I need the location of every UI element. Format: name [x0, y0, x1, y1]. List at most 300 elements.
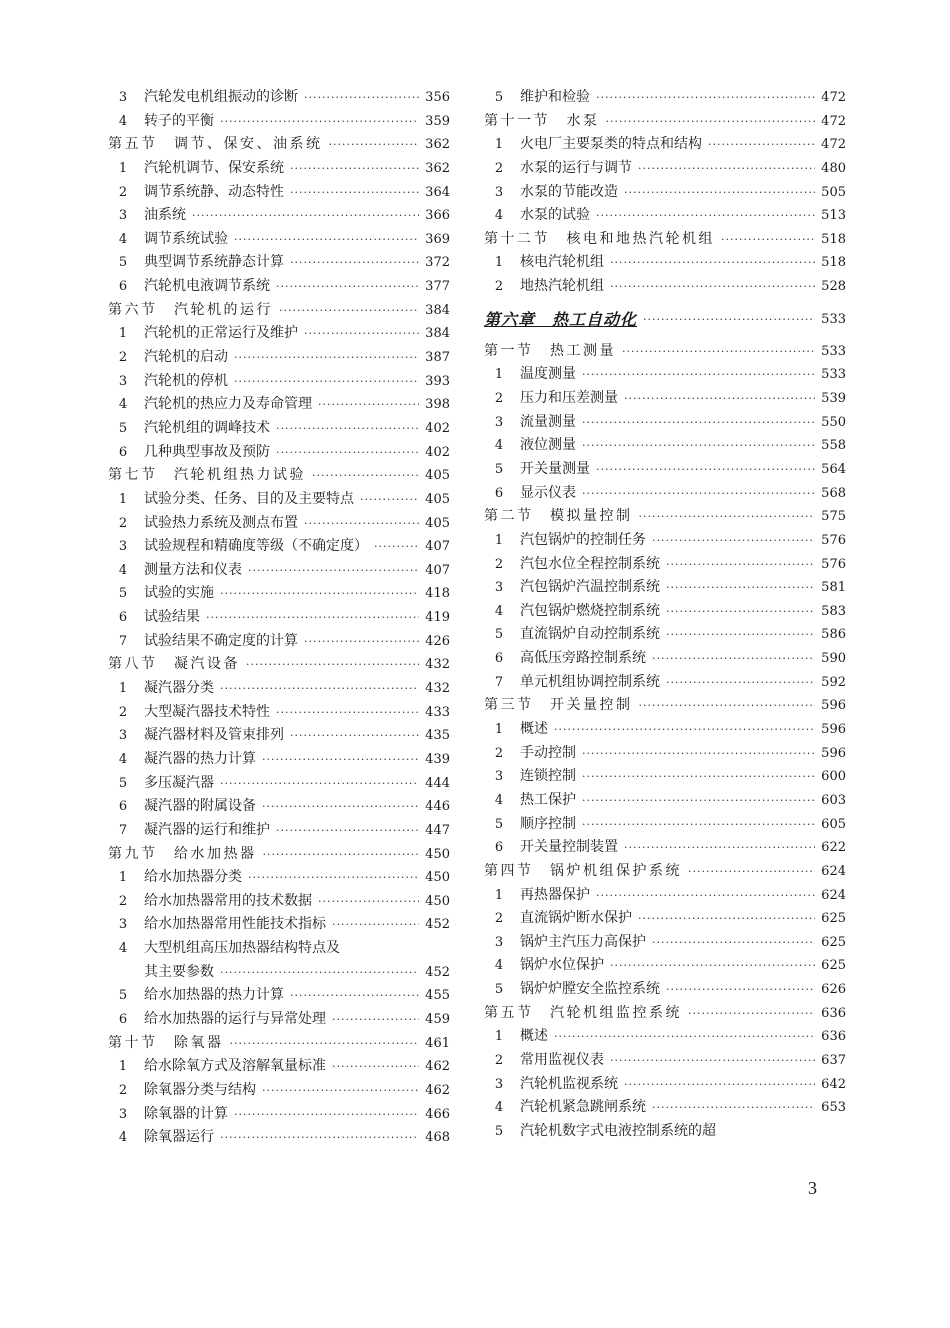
toc-left-column	[108, 86, 450, 1150]
entry-page-number: 359	[425, 113, 450, 129]
entry-number: 5	[494, 627, 504, 643]
entry-page-number: 405	[425, 491, 450, 507]
entry-page-number: 596	[821, 722, 846, 738]
toc-section-entry	[108, 1032, 450, 1056]
dot-leader	[332, 913, 419, 937]
entry-number: 1	[118, 681, 128, 697]
toc-entry	[108, 322, 450, 346]
entry-page-number: 472	[821, 90, 846, 105]
toc-entry	[108, 204, 450, 228]
entry-number: 2	[494, 391, 504, 407]
entry-page-number: 466	[425, 1106, 450, 1122]
entry-page-number: 402	[425, 444, 450, 460]
dot-leader	[290, 157, 419, 181]
entry-number: 3	[494, 1076, 504, 1092]
entry-title: 再热器保护	[520, 886, 590, 903]
entry-page-number: 407	[425, 539, 450, 555]
toc-entry	[484, 671, 846, 695]
entry-page-number: 642	[821, 1076, 846, 1092]
dot-leader	[263, 843, 420, 867]
entry-title: 试验规程和精确度等级（不确定度）	[144, 538, 368, 555]
entry-number: 4	[118, 751, 128, 767]
entry-number: 5	[494, 90, 504, 105]
toc-entry	[108, 772, 450, 796]
toc-entry	[108, 1103, 450, 1127]
toc-entry	[484, 275, 846, 299]
entry-number: 1	[494, 1029, 504, 1045]
entry-page-number: 364	[425, 184, 450, 200]
entry-number: 3	[118, 917, 128, 933]
entry-title: 第一节 热工测量	[484, 342, 616, 359]
entry-title: 顺序控制	[520, 815, 576, 832]
toc-entry	[108, 488, 450, 512]
entry-page-number: 653	[821, 1100, 846, 1116]
entry-number: 4	[118, 941, 128, 957]
toc-entry	[108, 181, 450, 205]
toc-entry	[108, 582, 450, 606]
entry-number: 5	[494, 982, 504, 998]
toc-section-entry	[484, 1002, 846, 1026]
toc-entry	[484, 1120, 846, 1144]
dot-leader	[582, 789, 815, 813]
entry-title: 连锁控制	[520, 768, 576, 785]
entry-title: 地热汽轮机组	[520, 278, 604, 295]
toc-entry	[108, 559, 450, 583]
entry-number: 3	[494, 580, 504, 596]
entry-title: 大型机组高压加热器结构特点及	[144, 940, 340, 957]
entry-title: 其主要参数	[144, 963, 214, 980]
entry-title: 汽包锅炉燃烧控制系统	[520, 602, 660, 619]
dot-leader	[304, 512, 419, 536]
entry-number: 2	[494, 279, 504, 295]
dot-leader	[234, 228, 419, 252]
entry-number: 7	[494, 674, 504, 690]
toc-entry	[108, 819, 450, 843]
entry-number: 2	[494, 1052, 504, 1068]
entry-page-number: 468	[425, 1130, 450, 1146]
entry-title: 凝汽器分类	[144, 680, 214, 697]
entry-title: 凝汽器的附属设备	[144, 798, 256, 815]
toc-entry	[108, 677, 450, 701]
toc-entry	[484, 411, 846, 435]
entry-page-number: 435	[425, 728, 450, 744]
toc-entry	[484, 1073, 846, 1097]
entry-number: 1	[494, 887, 504, 903]
entry-title: 开关量控制装置	[520, 839, 618, 856]
entry-page-number: 433	[425, 704, 450, 720]
toc-entry	[484, 836, 846, 860]
entry-page-number: 636	[821, 1005, 846, 1021]
dot-leader	[610, 1049, 815, 1073]
dot-leader	[220, 772, 419, 796]
entry-page-number: 426	[425, 633, 450, 649]
entry-page-number: 626	[821, 982, 846, 998]
entry-page-number: 405	[425, 468, 450, 484]
dot-leader	[596, 458, 815, 482]
toc-entry	[484, 363, 846, 387]
entry-title: 热工保护	[520, 791, 576, 808]
entry-title: 凝汽器的热力计算	[144, 750, 256, 767]
entry-number: 1	[118, 1059, 128, 1075]
entry-page-number: 377	[425, 279, 450, 295]
dot-leader	[276, 819, 419, 843]
dot-leader	[220, 582, 419, 606]
entry-number: 5	[118, 255, 128, 271]
dot-leader	[582, 742, 815, 766]
toc-entry	[484, 482, 846, 506]
dot-leader	[596, 86, 815, 110]
dot-leader	[374, 535, 419, 559]
entry-title: 汽轮机的热应力及寿命管理	[144, 396, 312, 413]
toc-entry	[108, 748, 450, 772]
entry-page-number: 624	[821, 887, 846, 903]
entry-page-number: 366	[425, 208, 450, 224]
entry-number: 2	[494, 160, 504, 176]
entry-number: 6	[118, 279, 128, 295]
dot-leader	[708, 133, 815, 157]
entry-page-number: 581	[821, 580, 846, 596]
toc-entry	[484, 978, 846, 1002]
dot-leader	[639, 505, 816, 529]
toc-entry	[484, 600, 846, 624]
dot-leader	[220, 1126, 419, 1150]
entry-page-number: 576	[821, 532, 846, 548]
toc-entry	[484, 1096, 846, 1120]
toc-entry	[108, 866, 450, 890]
entry-title: 除氧器分类与结构	[144, 1081, 256, 1098]
entry-title: 第十节 除氧器	[108, 1034, 224, 1051]
entry-page-number: 461	[425, 1035, 450, 1051]
entry-number: 7	[118, 633, 128, 649]
entry-title: 调节系统试验	[144, 230, 228, 247]
entry-title: 第六节 汽轮机的运行	[108, 301, 273, 318]
dot-leader	[652, 529, 815, 553]
entry-title: 给水加热器的运行与异常处理	[144, 1010, 326, 1027]
entry-page-number: 402	[425, 420, 450, 436]
entry-title: 测量方法和仪表	[144, 561, 242, 578]
entry-page-number: 590	[821, 651, 846, 667]
dot-leader	[248, 866, 419, 890]
entry-number: 6	[118, 610, 128, 626]
dot-leader	[652, 931, 815, 955]
dot-leader	[582, 434, 815, 458]
dot-leader	[246, 653, 419, 677]
dot-leader	[624, 1073, 815, 1097]
toc-entry	[484, 204, 846, 228]
toc-entry	[108, 795, 450, 819]
dot-leader	[652, 647, 815, 671]
entry-number: 3	[494, 934, 504, 950]
toc-entry	[108, 913, 450, 937]
entry-number: 2	[118, 350, 128, 366]
dot-leader	[312, 464, 419, 488]
dot-leader	[666, 978, 815, 1002]
entry-title: 水泵的运行与调节	[520, 159, 632, 176]
entry-page-number: 398	[425, 397, 450, 413]
entry-page-number: 369	[425, 231, 450, 247]
toc-entry	[108, 630, 450, 654]
toc-entry	[108, 251, 450, 275]
entry-title: 维护和检验	[520, 89, 590, 105]
entry-number: 1	[118, 870, 128, 886]
entry-number: 6	[118, 1011, 128, 1027]
dot-leader	[596, 204, 815, 228]
entry-page-number: 625	[821, 958, 846, 974]
dot-leader	[304, 630, 419, 654]
entry-number: 2	[118, 704, 128, 720]
entry-title: 汽轮机紧急跳闸系统	[520, 1099, 646, 1116]
toc-entry	[108, 1079, 450, 1103]
dot-leader	[329, 133, 420, 157]
dot-leader	[666, 600, 815, 624]
dot-leader	[666, 576, 815, 600]
dot-leader	[304, 86, 419, 110]
entry-title: 手动控制	[520, 744, 576, 761]
toc-entry	[108, 441, 450, 465]
dot-leader	[220, 110, 419, 134]
entry-page-number: 596	[821, 698, 846, 714]
entry-number: 3	[494, 184, 504, 200]
toc-entry	[484, 789, 846, 813]
entry-page-number: 439	[425, 751, 450, 767]
entry-title: 油系统	[144, 207, 186, 224]
dot-leader	[554, 718, 815, 742]
entry-page-number: 450	[425, 846, 450, 862]
toc-entry	[484, 954, 846, 978]
entry-title: 第十一节 水泵	[484, 112, 600, 129]
dot-leader	[582, 765, 815, 789]
entry-page-number: 480	[821, 160, 846, 176]
entry-title: 第九节 给水加热器	[108, 845, 257, 862]
dot-leader	[360, 488, 419, 512]
entry-title: 显示仪表	[520, 484, 576, 501]
entry-title: 温度测量	[520, 366, 576, 383]
toc-entry	[108, 110, 450, 134]
toc-section-entry	[108, 843, 450, 867]
toc-section-entry	[484, 860, 846, 884]
dot-leader	[610, 251, 815, 275]
entry-number: 4	[494, 603, 504, 619]
entry-number: 2	[118, 1082, 128, 1098]
entry-page-number: 462	[425, 1059, 450, 1075]
toc-entry	[484, 133, 846, 157]
entry-number: 4	[494, 958, 504, 974]
entry-title: 概述	[520, 721, 548, 738]
entry-page-number: 528	[821, 279, 846, 295]
entry-title: 汽包水位全程控制系统	[520, 555, 660, 572]
entry-title: 几种典型事故及预防	[144, 443, 270, 460]
entry-title: 给水加热器常用性能技术指标	[144, 916, 326, 933]
toc-section-entry	[484, 340, 846, 364]
entry-title: 试验的实施	[144, 585, 214, 602]
toc-entry	[484, 907, 846, 931]
entry-title: 第八节 凝汽设备	[108, 656, 240, 673]
dot-leader	[332, 1008, 419, 1032]
entry-number: 4	[118, 1130, 128, 1146]
toc-entry	[484, 1049, 846, 1073]
dot-leader	[666, 553, 815, 577]
toc-entry	[484, 623, 846, 647]
entry-page-number: 625	[821, 911, 846, 927]
entry-number: 3	[118, 373, 128, 389]
entry-page-number: 450	[425, 893, 450, 909]
dot-leader	[290, 181, 419, 205]
dot-leader	[318, 393, 419, 417]
entry-title: 汽轮机的启动	[144, 349, 228, 366]
toc-entry	[484, 931, 846, 955]
toc-entry	[108, 1126, 450, 1150]
dot-leader	[304, 322, 419, 346]
dot-leader	[666, 623, 815, 647]
dot-leader	[582, 482, 815, 506]
entry-title: 除氧器运行	[144, 1129, 214, 1146]
toc-section-entry	[108, 133, 450, 157]
entry-number: 1	[494, 722, 504, 738]
entry-title: 给水加热器分类	[144, 869, 242, 886]
entry-title: 汽包锅炉的控制任务	[520, 531, 646, 548]
entry-number: 3	[494, 769, 504, 785]
dot-leader	[290, 984, 419, 1008]
entry-title: 压力和压差测量	[520, 390, 618, 407]
dot-leader	[610, 954, 815, 978]
dot-leader	[582, 411, 815, 435]
entry-title: 水泵的试验	[520, 207, 590, 224]
entry-title: 水泵的节能改造	[520, 183, 618, 200]
entry-page-number: 356	[425, 90, 450, 105]
entry-title: 直流锅炉自动控制系统	[520, 626, 660, 643]
entry-title: 汽轮机的停机	[144, 372, 228, 389]
dot-leader	[234, 1103, 419, 1127]
dot-leader	[596, 884, 815, 908]
entry-page-number: 513	[821, 208, 846, 224]
entry-page-number: 362	[425, 137, 450, 153]
entry-title: 第六章 热工自动化	[484, 309, 638, 329]
entry-page-number: 576	[821, 556, 846, 572]
entry-title: 试验结果不确定度的计算	[144, 632, 298, 649]
toc-section-entry	[484, 110, 846, 134]
entry-title: 给水加热器常用的技术数据	[144, 892, 312, 909]
entry-page-number: 622	[821, 840, 846, 856]
entry-number: 4	[494, 438, 504, 454]
dot-leader	[554, 1025, 815, 1049]
dot-leader	[234, 370, 419, 394]
entry-number: 6	[118, 799, 128, 815]
toc-entry	[108, 275, 450, 299]
entry-title: 给水加热器的热力计算	[144, 987, 284, 1004]
entry-page-number: 533	[821, 367, 846, 383]
toc-entry	[108, 1008, 450, 1032]
entry-title: 除氧器的计算	[144, 1105, 228, 1122]
entry-title: 调节系统静、动态特性	[144, 183, 284, 200]
entry-title: 锅炉主汽压力高保护	[520, 933, 646, 950]
dot-leader	[220, 961, 419, 985]
toc-section-entry	[108, 653, 450, 677]
toc-entry	[108, 228, 450, 252]
dot-leader	[230, 1032, 420, 1056]
entry-page-number: 393	[425, 373, 450, 389]
toc-section-entry	[484, 505, 846, 529]
entry-title: 汽包锅炉汽温控制系统	[520, 579, 660, 596]
dot-leader	[220, 677, 419, 701]
entry-page-number: 452	[425, 917, 450, 933]
entry-page-number: 372	[425, 255, 450, 271]
entry-title: 转子的平衡	[144, 112, 214, 129]
entry-title: 凝汽器材料及管束排列	[144, 727, 284, 744]
entry-title: 试验分类、任务、目的及主要特点	[144, 490, 354, 507]
toc-entry	[484, 765, 846, 789]
toc-entry	[108, 86, 450, 110]
entry-title: 核电汽轮机组	[520, 254, 604, 271]
entry-page-number: 446	[425, 799, 450, 815]
toc-entry	[484, 86, 846, 110]
entry-title: 火电厂主要泵类的特点和结构	[520, 136, 702, 153]
dot-leader	[279, 299, 419, 323]
entry-page-number: 518	[821, 231, 846, 247]
entry-number: 6	[494, 651, 504, 667]
entry-number: 3	[118, 1106, 128, 1122]
entry-page-number: 592	[821, 674, 846, 690]
toc-section-entry	[108, 464, 450, 488]
entry-title: 单元机组协调控制系统	[520, 673, 660, 690]
dot-leader	[290, 724, 419, 748]
entry-number: 2	[494, 911, 504, 927]
entry-title: 汽轮发电机组振动的诊断	[144, 89, 298, 105]
dot-leader	[276, 701, 419, 725]
entry-number: 5	[118, 775, 128, 791]
entry-title: 试验热力系统及测点布置	[144, 514, 298, 531]
entry-number: 5	[118, 586, 128, 602]
toc-entry	[108, 724, 450, 748]
dot-leader	[318, 890, 419, 914]
entry-page-number: 462	[425, 1082, 450, 1098]
entry-page-number: 586	[821, 627, 846, 643]
toc-entry	[484, 387, 846, 411]
entry-number: 4	[494, 208, 504, 224]
entry-number: 3	[118, 90, 128, 105]
entry-page-number: 533	[821, 311, 846, 327]
entry-page-number: 447	[425, 822, 450, 838]
entry-page-number: 452	[425, 964, 450, 980]
dot-leader	[582, 813, 815, 837]
toc-entry	[484, 529, 846, 553]
entry-page-number: 455	[425, 988, 450, 1004]
dot-leader	[688, 860, 815, 884]
entry-number: 3	[118, 539, 128, 555]
toc-entry	[108, 393, 450, 417]
entry-number: 6	[118, 444, 128, 460]
entry-number: 2	[494, 556, 504, 572]
toc-chapter-entry	[484, 299, 846, 340]
toc-entry	[108, 606, 450, 630]
entry-title: 大型凝汽器技术特性	[144, 703, 270, 720]
entry-title: 直流锅炉断水保护	[520, 910, 632, 927]
entry-number: 4	[118, 113, 128, 129]
entry-page-number: 384	[425, 326, 450, 342]
entry-number: 3	[494, 414, 504, 430]
entry-page-number: 518	[821, 255, 846, 271]
toc-entry	[484, 157, 846, 181]
entry-number: 2	[118, 184, 128, 200]
toc-entry	[484, 1025, 846, 1049]
entry-page-number: 533	[821, 343, 846, 359]
entry-number: 5	[494, 1123, 504, 1139]
entry-page-number: 444	[425, 775, 450, 791]
entry-page-number: 432	[425, 681, 450, 697]
entry-number: 5	[494, 816, 504, 832]
entry-title: 第五节 调节、保安、油系统	[108, 136, 323, 153]
entry-title: 汽轮机的正常运行及维护	[144, 325, 298, 342]
entry-page-number: 407	[425, 562, 450, 578]
